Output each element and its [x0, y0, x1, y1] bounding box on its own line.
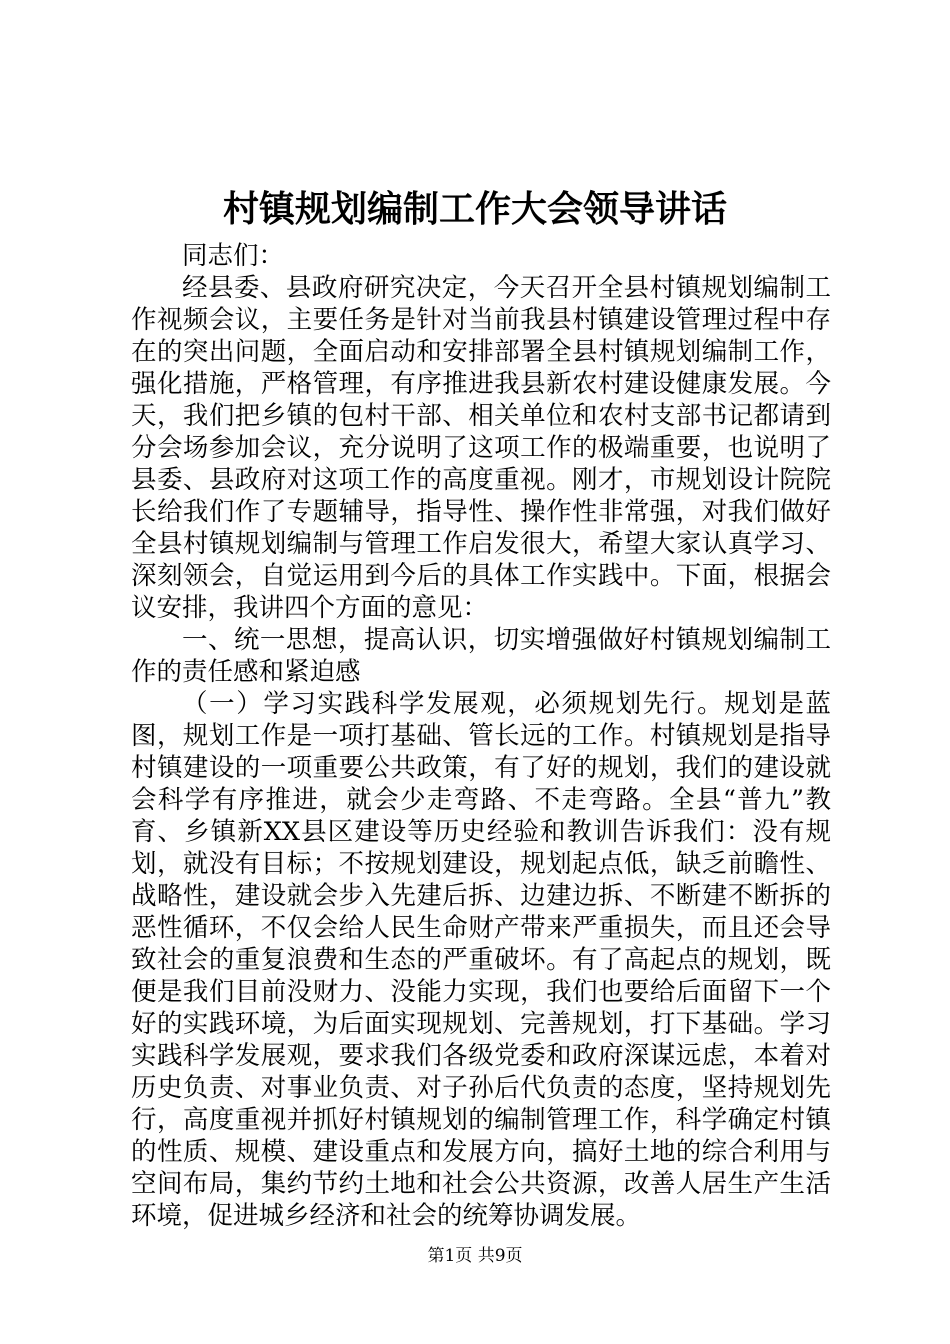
page-footer: 第1页 共9页 — [427, 1246, 523, 1266]
paragraph-subsection-1: （一）学习实践科学发展观，必须规划先行。规划是蓝图，规划工作是一项打基础、管长远的工作。村镇规划是指导村镇建设的一项重要公共政策，有了好的规划，我们的建设就会科学有序推进，就会少走弯路、不走弯路。全县“普九”教育、乡镇新XX县区建设等历史经验和教训告诉我们：没有规划，就没有目标；不按规划建设，规划起点低，缺乏前瞻性、战略性，建设就会步入先建后拆、边建边拆、不断建不断拆的恶性循环，不仅会给人民生命财产带来严重损失，而且还会导致社会的重复浪费和生态的严重破坏。有了高起点的规划，既便是我们目前没财力、没能力实现，我们也要给后面留下一个好的实践环境，为后面实现规划、完善规划，打下基础。学习实践科学发展观，要求我们各级党委和政府深谋远虑，本着对历史负责、对事业负责、对子孙后代负责的态度，坚持规划先行，高度重视并抓好村镇规划的编制管理工作，科学确定村镇的性质、规模、建设重点和发展方向，搞好土地的综合利用与空间布局，集约节约土地和社会公共资源，改善人居生产生活环境，促进城乡经济和社会的统筹协调发展。 — [131, 689, 831, 1231]
section-heading-1: 一、统一思想，提高认识，切实增强做好村镇规划编制工作的责任感和紧迫感 — [131, 625, 831, 687]
salutation: 同志们： — [182, 241, 285, 271]
document-title: 村镇规划编制工作大会领导讲话 — [222, 188, 727, 230]
paragraph-intro: 经县委、县政府研究决定，今天召开全县村镇规划编制工作视频会议，主要任务是针对当前我县村镇建设管理过程中存在的突出问题，全面启动和安排部署全县村镇规划编制工作，强化措施，严格管理，有序推进我县新农村建设健康发展。今天，我们把乡镇的包村干部、相关单位和农村支部书记都请到分会场参加会议，充分说明了这项工作的极端重要，也说明了县委、县政府对这项工作的高度重视。刚才，市规划设计院院长给我们作了专题辅导，指导性、操作性非常强，对我们做好全县村镇规划编制与管理工作启发很大，希望大家认真学习、深刻领会，自觉运用到今后的具体工作实践中。下面，根据会议安排，我讲四个方面的意见： — [131, 273, 831, 623]
document-body — [131, 240, 831, 1232]
